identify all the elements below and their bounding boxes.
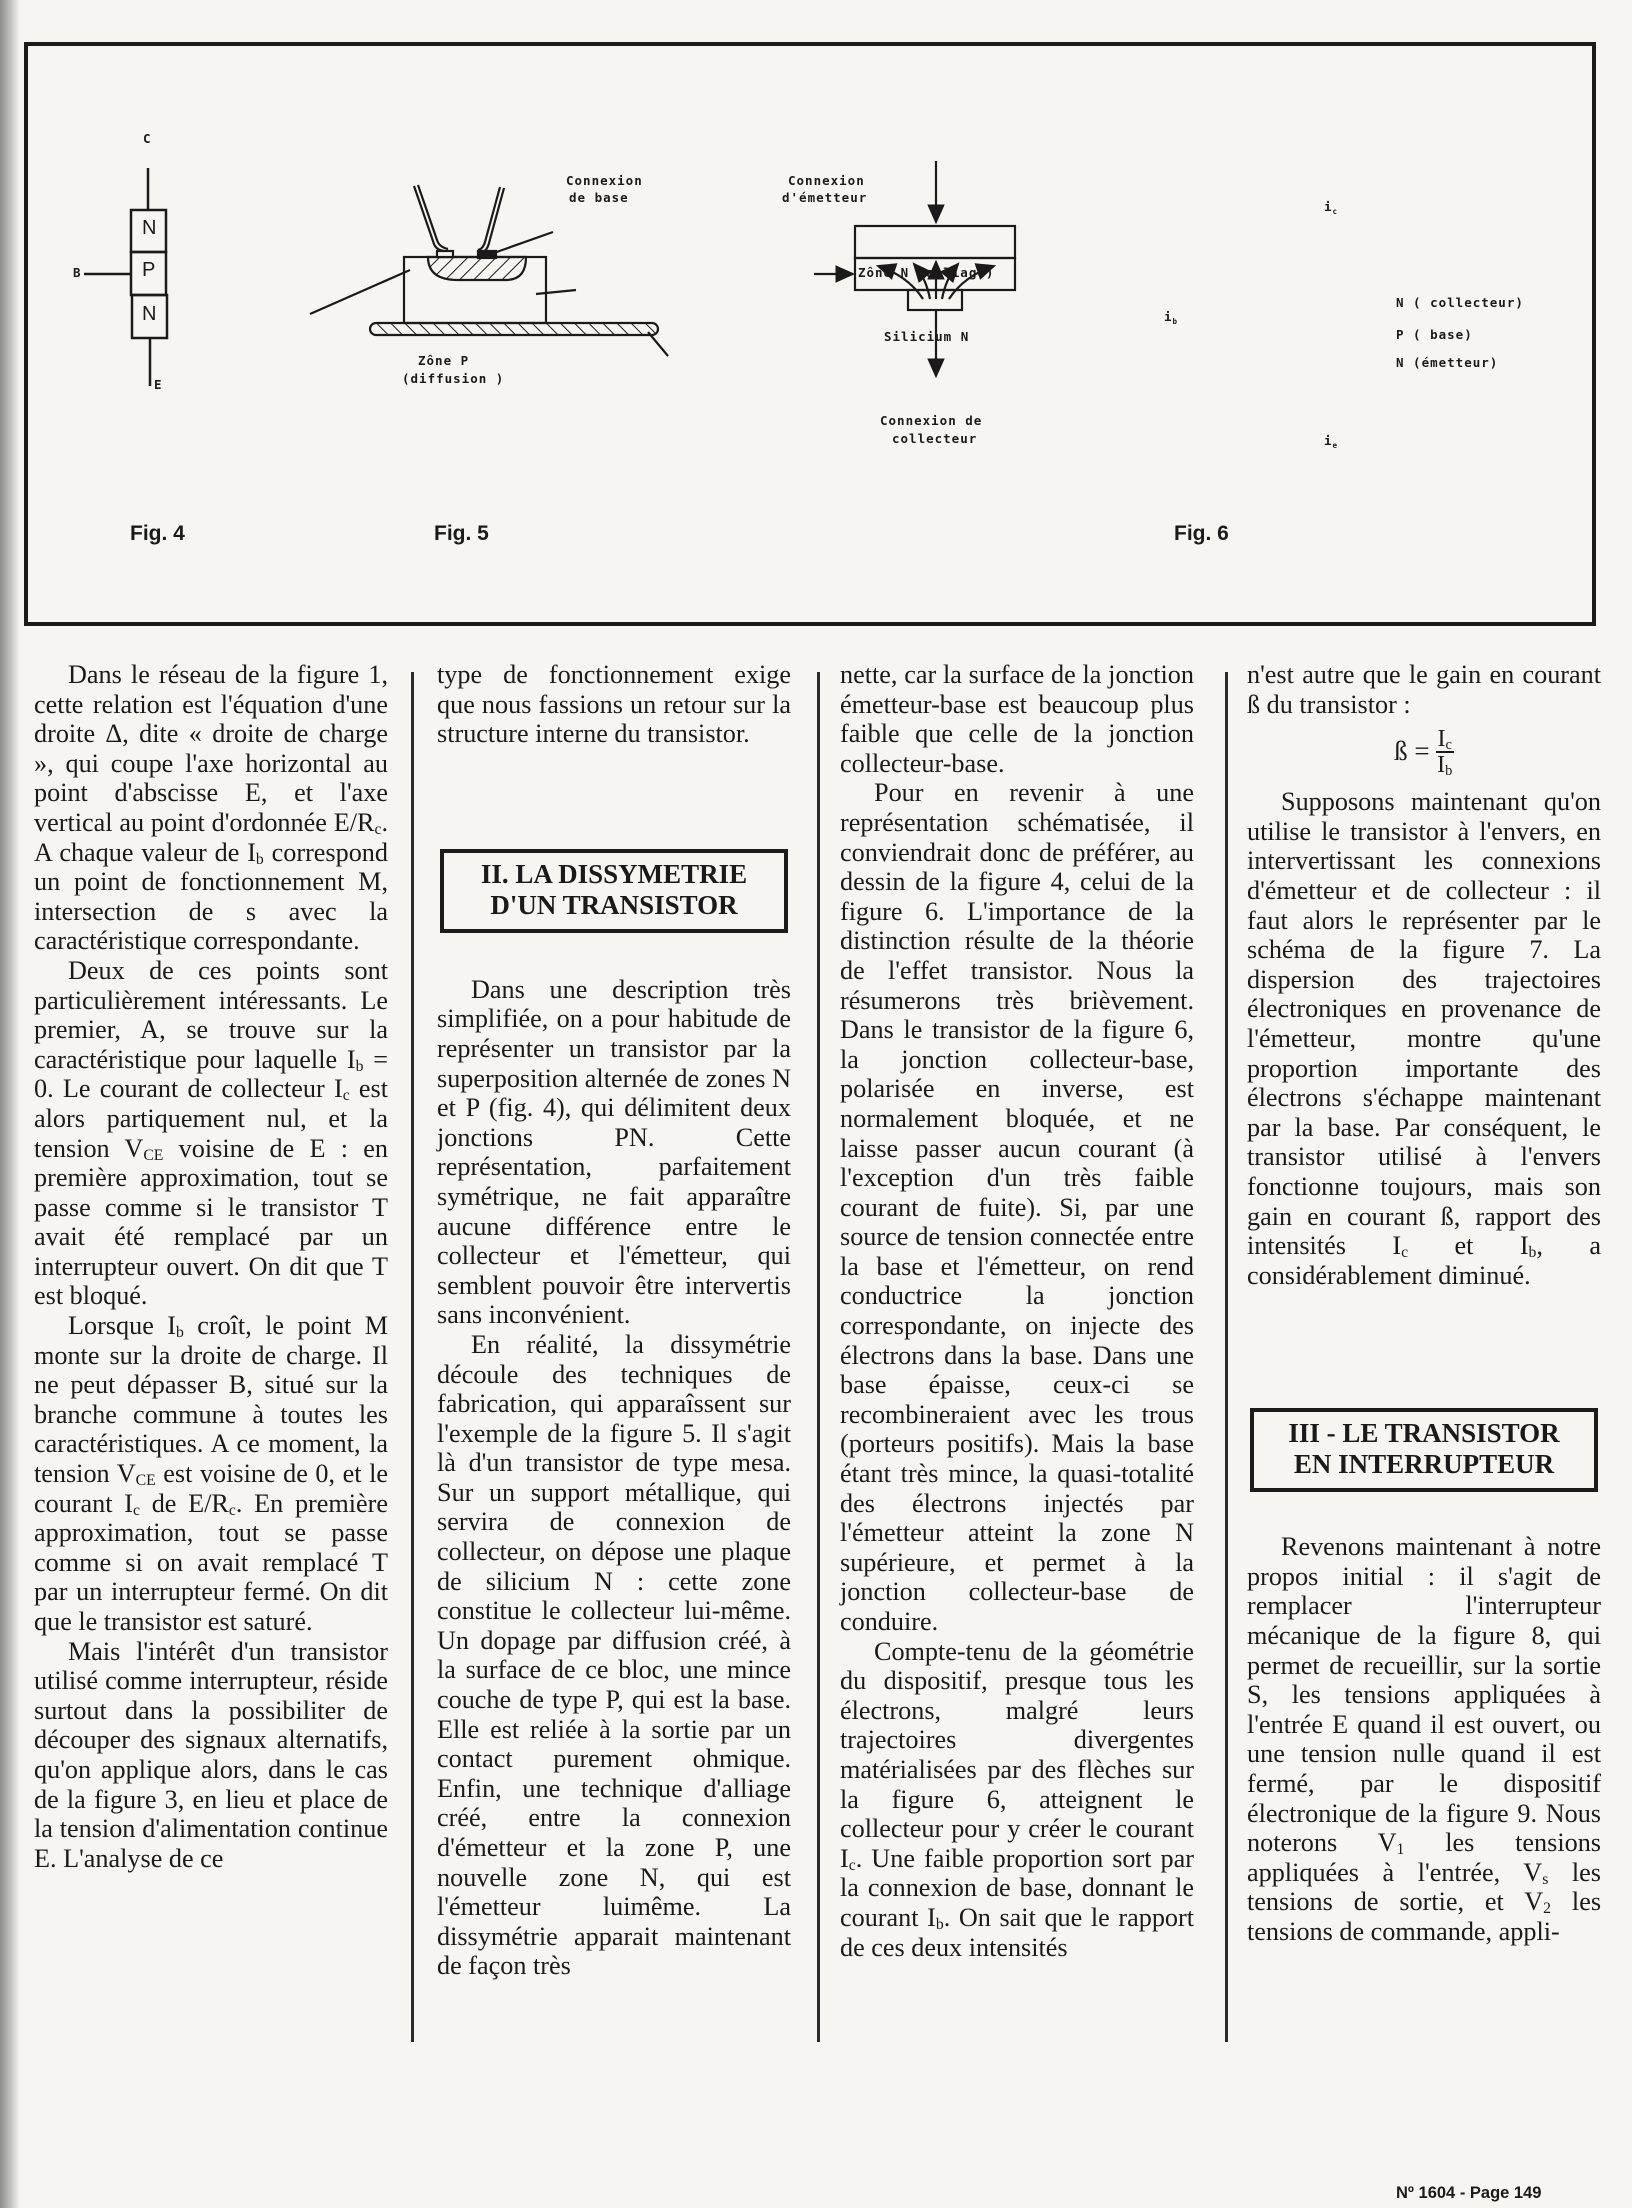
paragraph: n'est autre que le gain en courant ß du transistor : <box>1247 660 1601 719</box>
fig5-label-collector-connection-1: Connexion de <box>880 413 983 428</box>
fig5-label-silicon-n: Silicium N <box>884 329 970 344</box>
fig4-layer-n-bottom: N <box>142 303 158 325</box>
fig4-layer-p: P <box>142 259 157 281</box>
paragraph: Lorsque $I_b$ croît, le point M monte sur la droite de charge. Il ne peut dépasser B, situé sur la branche commune à toutes les caractéristiques. A ce moment, la tension $V_{CE}$ est voisine de 0, et le courant $I_c$ de $E/R_c$. En première approximation, tout se passe comme si on avait remplacé T par un interrupteur fermé. On dit que le transistor est saturé. <box>34 1311 388 1636</box>
fig5-label-zone-p-2: (diffusion ) <box>402 371 505 386</box>
fig4-label-base: B <box>73 265 82 280</box>
fig6-label-ie: $i_e$ <box>1324 433 1339 450</box>
paragraph: Mais l'intérêt d'un transistor utilisé comme interrupteur, réside surtout dans la possibiliter de découper des signaux alternatifs, qu'on applique alors, dans le cas de la figure 3, en lieu et place de la tension d'alimentation continue E. L'analyse de ce <box>34 1636 388 1873</box>
fig6-layer-base: P ( base) <box>1396 327 1473 342</box>
paragraph: Revenons maintenant à notre propos initial : il s'agit de remplacer l'interrupteur mécanique de la figure 8, qui permet de recueillir, sur la sortie S, les tensions appliquées à l'entrée E quand il est ouvert, ou une tension nulle quand il est fermé, par le dispositif électronique de la figure 9. Nous noterons $V_1$ les tensions appliquées à l'entrée, $V_s$ les tensions de sortie, et $V_2$ les tensions de commande, appli- <box>1247 1532 1602 1946</box>
article-column-1 <box>34 660 388 1873</box>
fig4-label-collector: C <box>143 131 152 146</box>
fig6-layer-collector: N ( collecteur) <box>1396 295 1524 310</box>
paragraph: nette, car la surface de la jonction émetteur-base est beaucoup plus faible que celle de la jonction collecteur-base. <box>840 660 1194 778</box>
paragraph: Pour en revenir à une représentation schématisée, il conviendrait donc de préférer, au dessin de la figure 4, celui de la figure 6. L'importance de la distinction résulte de la théorie de l'effet transistor. Nous la résumerons très brièvement. Dans le transistor de la figure 6, la jonction collecteur-base, polarisée en inverse, est normalement bloquée, et ne laisse passer aucun courant (à l'exception d'un très faible courant de fuite). Si, par une source de tension connectée entre la base et l'émetteur, on rend conductrice la jonction correspondante, on injecte des électrons dans la base. Dans une base épaisse, ceux-ci se recombineraient avec les trous (porteurs positifs). Mais la base étant très mince, la quasi-totalité des électrons injectés par l'émetteur atteint la zone N supérieure, et permet à la jonction collecteur-base de conduire. <box>840 778 1194 1636</box>
paragraph: Compte-tenu de la géométrie du dispositif, presque tous les électrons, malgré leurs trajectoires divergentes matérialisées par des flèches sur la figure 6, atteignent le collecteur pour y créer le courant $I_c$. Une faible proportion sort par la connexion de base, donnant le courant $I_b$. On sait que le rapport de ces deux intensités <box>840 1636 1195 1962</box>
fig6-label-ib: $i_b$ <box>1164 309 1179 326</box>
article-column-3 <box>840 660 1194 1962</box>
paragraph: Supposons maintenant qu'on utilise le transistor à l'envers, en intervertissant les connexions d'émetteur et de collecteur : il faut alors le représenter par le schéma de la figure 7. La dispersion des trajectoires électroniques en provenance de l'émetteur, montre qu'une proportion importante des électrons s'échappe maintenant par la base. Par conséquent, le transistor utilisé à l'envers fonctionne toujours, mais son gain en courant ß, rapport des intensités $I_c$ et $I_b$, a considérablement diminué. <box>1247 787 1602 1290</box>
section-heading-line: EN INTERRUPTEUR <box>1293 1449 1555 1480</box>
fig5-label-base-connection-2: de base <box>569 190 629 205</box>
section-heading-3 <box>1250 1408 1598 1492</box>
beta-formula <box>1247 726 1601 780</box>
fig6-layer-emitter: N (émetteur) <box>1396 355 1499 370</box>
section-heading-line: D'UN TRANSISTOR <box>490 889 738 920</box>
column-divider-2 <box>817 672 820 2042</box>
section-heading-line: III - LE TRANSISTOR <box>1288 1418 1560 1449</box>
column-divider-1 <box>411 672 414 2042</box>
fig5-label-emitter-connection-1: Connexion <box>788 173 865 188</box>
fig4-label-emitter: E <box>154 377 163 392</box>
column-divider-3 <box>1225 672 1228 2042</box>
fig4-caption: Fig. 4 <box>130 522 185 545</box>
fig5-label-base-connection-1: Connexion <box>566 173 643 188</box>
paragraph: Deux de ces points sont particulièrement intéressants. Le premier, A, se trouve sur la caractéristique pour laquelle $I_b = 0$. Le courant de collecteur $I_c$ est alors partiquement nul, et la tension $V_{CE}$ voisine de E : en première approximation, tout se passe comme si le transistor T avait été remplacé par un interrupteur ouvert. On dit que T est bloqué. <box>34 955 389 1311</box>
paragraph: En réalité, la dissymétrie découle des techniques de fabrication, qui apparaîssent sur l'exemple de la figure 5. Il s'agit là d'un transistor de type mesa. Sur un support métallique, qui servira de connexion de collecteur, on dépose une plaque de silicium N : cette zone constitue le collecteur lui-même. Un dopage par diffusion créé, à la surface de ce bloc, une mince couche de type P, qui est la base. Elle est reliée à la sortie par un contact purement ohmique. Enfin, une technique d'alliage créé, entre la connexion d'émetteur et la zone P, une nouvelle zone N, qui est l'émetteur luimême. La dissymétrie apparait maintenant de façon très <box>437 1329 791 1981</box>
fig5-mesa-structure <box>310 185 668 356</box>
fig5-label-zone-n: Zône N (alliage) <box>858 265 995 280</box>
fig5-label-zone-p-1: Zône P <box>418 353 470 368</box>
fig5-label-collector-connection-2: collecteur <box>892 431 978 446</box>
section-heading-line: II. LA DISSYMETRIE <box>480 858 748 889</box>
fig5-label-emitter-connection-2: d'émetteur <box>782 190 868 205</box>
page-footer-issue-page: Nº 1604 - Page 149 <box>1396 2184 1542 2202</box>
paragraph: type de fonctionnement exige que nous fassions un retour sur la structure interne du transistor. <box>437 660 791 749</box>
fig4-layer-n-top: N <box>142 217 158 239</box>
fig5-caption: Fig. 5 <box>434 522 489 545</box>
section-heading-2 <box>440 849 788 933</box>
page-binding-shadow <box>0 0 20 2208</box>
article-column-2 <box>437 660 791 1981</box>
paragraph: Dans une description très simplifiée, on a pour habitude de représenter un transistor par la superposition alternée de zones N et P (fig. 4), qui délimitent deux jonctions PN. Cette représentation, parfaitement symétrique, ne fait apparaître aucune différence entre le collecteur et l'émetteur, qui semblent pouvoir être intervertis sans inconvénient. <box>437 974 791 1330</box>
formula-lhs: ß = <box>1394 736 1430 767</box>
fig6-caption: Fig. 6 <box>1174 522 1229 545</box>
article-column-4 <box>1247 660 1601 1947</box>
fig6-label-ic: $i_c$ <box>1324 199 1339 216</box>
figure-panel <box>24 42 1596 626</box>
figures-diagram <box>28 46 1592 622</box>
paragraph: Dans le réseau de la figure 1, cette relation est l'équation d'une droite Δ, dite « droite de charge », qui coupe l'axe horizontal au point d'abscisse E, et l'axe vertical au point d'ordonnée $E/R_c$. A chaque valeur de $I_b$ correspond un point de fonctionnement M, intersection de s avec la caractéristique correspondante. <box>34 660 388 956</box>
formula-fraction: $\frac{I_c}{I_b}$ <box>1437 726 1453 780</box>
